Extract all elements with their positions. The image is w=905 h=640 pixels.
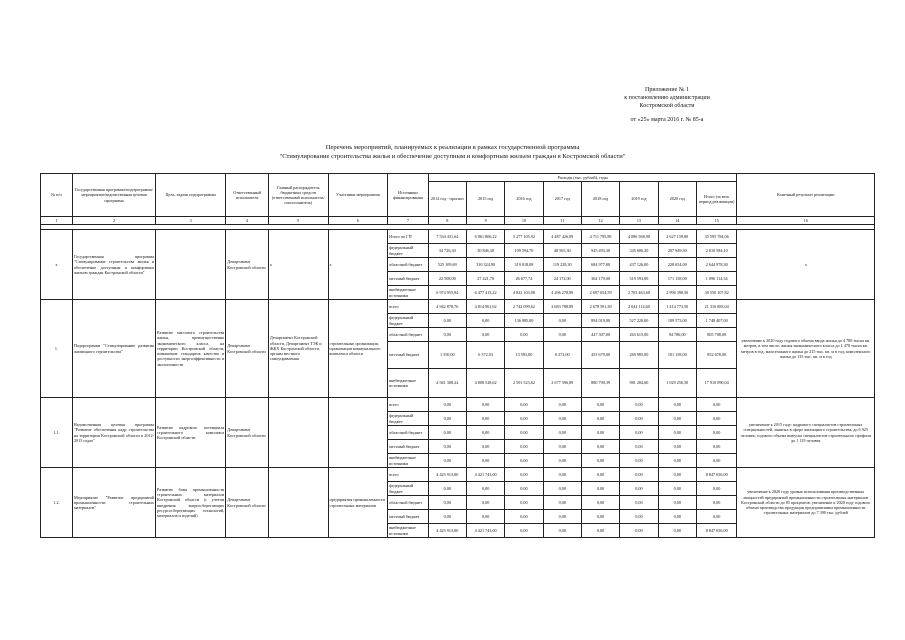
result-cell: х — [737, 230, 875, 300]
value-cell: 0,00 — [658, 454, 696, 468]
value-cell: 0,00 — [658, 524, 696, 538]
value-cell: 136 985,00 — [505, 314, 543, 328]
value-cell: 0,00 — [505, 398, 543, 412]
value-cell: 17 910 090,04 — [696, 369, 737, 398]
source-cell: местный бюджет — [388, 342, 428, 369]
value-cell: 0,00 — [428, 426, 466, 440]
column-numbers-row — [41, 217, 875, 225]
value-cell: 101 158,00 — [658, 342, 696, 369]
program-name: Подпрограмма "Стимулирование развития жилищного строительства" — [72, 300, 155, 398]
value-cell: 0,00 — [658, 496, 696, 510]
table-row — [41, 468, 875, 482]
value-cell: 0,00 — [505, 524, 543, 538]
value-cell: 525 109,69 — [428, 258, 466, 272]
program-name: Мероприятие "Развитие предприятий промышленности строительных материалов" — [72, 468, 155, 538]
value-cell: 945 493,30 — [581, 244, 619, 258]
column-number: 1 — [41, 217, 73, 225]
value-cell: 21 316 883,04 — [696, 300, 737, 314]
value-cell: 35 595 784,06 — [696, 230, 737, 244]
value-cell: 4 814 961,62 — [466, 300, 504, 314]
table-row — [41, 398, 875, 412]
source-cell: областной бюджет — [388, 258, 428, 272]
value-cell: 0,00 — [543, 496, 581, 510]
value-cell: 0,00 — [620, 412, 658, 426]
value-cell: 0,00 — [696, 412, 737, 426]
column-number: 13 — [620, 217, 658, 225]
value-cell: 684 977,00 — [581, 258, 619, 272]
value-cell: 26 677,74 — [505, 272, 543, 286]
value-cell: 0,00 — [428, 328, 466, 342]
column-number: 2 — [72, 217, 155, 225]
value-cell: 4 425 913,00 — [428, 468, 466, 482]
goal-cell: Развитие базы промышленности строительных материалов Костромской области (с учетом внедрения энергосберегающих ресурсосберегающих технологий, материалов и изделий) — [156, 468, 226, 538]
value-cell: 2 703 463,60 — [620, 286, 658, 300]
value-cell: 2 742 099,62 — [505, 300, 543, 314]
value-cell: 0,00 — [658, 482, 696, 496]
value-cell: 0,00 — [658, 510, 696, 524]
header-year: 2019 год — [620, 182, 658, 217]
value-cell: 805 708,00 — [696, 328, 737, 342]
column-number: 12 — [581, 217, 619, 225]
value-cell: 0,00 — [466, 314, 504, 328]
result-cell: увеличение к 2015 году: кадрового специалистов строительных специальностей, занятых в сфере жилищного строительства, до 6 925 человек; годового объема выпуска специалистов строительного профиля до 1 119 человек — [737, 398, 875, 468]
value-cell: 119 229,30 — [543, 258, 581, 272]
result-cell: увеличение к 2020 году годового объема ввода жилья до 4 780 тысяч кв. метров, в том числе: жилья экономического класса до 1 470 тысяч кв. метров в год; малоэтажного жилья до 215 тыс. кв. м в год; комплексного жилья до 135 тыс. кв. м в год — [737, 300, 875, 398]
value-cell: 0,00 — [543, 314, 581, 328]
value-cell: 2 677 396,89 — [543, 369, 581, 398]
value-cell: 171 158,00 — [658, 272, 696, 286]
value-cell: 2 678 591,39 — [581, 300, 619, 314]
value-cell: 4 941 308,24 — [428, 369, 466, 398]
value-cell: 0,00 — [581, 496, 619, 510]
value-cell: 0,00 — [543, 440, 581, 454]
header-gr: Главный распорядитель бюджетных средств (ответственный исполнитель/соисполнитель) — [268, 174, 328, 217]
row-num: 1.2. — [41, 468, 73, 538]
header-total: Итого (за весь период реализации) — [696, 182, 737, 217]
source-cell: всего — [388, 398, 428, 412]
value-cell: 4 425 913,00 — [428, 524, 466, 538]
value-cell: 30 846,30 — [466, 244, 504, 258]
value-cell: 0,00 — [620, 398, 658, 412]
value-cell: 1 029 256,50 — [658, 369, 696, 398]
value-cell: 0,00 — [428, 412, 466, 426]
value-cell: 0,00 — [543, 510, 581, 524]
participants-cell: предприятия промышленности строительных материалов — [328, 468, 388, 538]
value-cell: 0,00 — [466, 426, 504, 440]
value-cell: 207 949,30 — [658, 244, 696, 258]
value-cell: 0,00 — [543, 426, 581, 440]
column-number: 6 — [328, 217, 388, 225]
goal-cell: Развитие массового строительства жилья, преимущественно экономического класса, на территории Костромской области, повышение стандартов качества и доступности энергоэффективности и экологичности — [156, 300, 226, 398]
column-number: 15 — [696, 217, 737, 225]
title-line: Перечень мероприятий, планируемых к реализации в рамках государственной программы — [325, 144, 580, 151]
value-cell: 0,00 — [543, 468, 581, 482]
header-year: 2016 год — [505, 182, 543, 217]
value-cell: 228 654,00 — [658, 258, 696, 272]
value-cell: 6 372,03 — [466, 342, 504, 369]
source-cell: внебюджетные источники — [388, 454, 428, 468]
participants-cell: х — [328, 230, 388, 300]
value-cell: 437 126,00 — [620, 258, 658, 272]
value-cell: 310 324,90 — [466, 258, 504, 272]
gr-cell — [268, 468, 328, 538]
value-cell: 0,00 — [428, 496, 466, 510]
source-cell: федеральный бюджет — [388, 482, 428, 496]
value-cell: 0,00 — [428, 454, 466, 468]
value-cell: 4 711 795,89 — [581, 230, 619, 244]
value-cell: 2 683 788,89 — [543, 300, 581, 314]
value-cell: 345 606,20 — [620, 244, 658, 258]
header-result: Конечный результат реализации — [737, 174, 875, 217]
value-cell: 0,00 — [543, 412, 581, 426]
source-cell: всего — [388, 300, 428, 314]
source-cell: областной бюджет — [388, 496, 428, 510]
value-cell: 0,00 — [505, 412, 543, 426]
value-cell: 6 974 955,94 — [428, 286, 466, 300]
source-cell: Итого по ГП — [388, 230, 428, 244]
value-cell: 2 627 159,80 — [658, 230, 696, 244]
value-cell: 0,00 — [620, 496, 658, 510]
result-cell: увеличение к 2020 году уровня использования производственных мощностей предприятий промышленности строительных материалов Костромской области до 85 процентов; увеличение к 2020 году годового объема производства продукции предприятиями промышленности строительных материалов до 7 390 тыс. рублей — [737, 468, 875, 538]
value-cell: 22 508,00 — [428, 272, 466, 286]
value-cell: 0,00 — [505, 510, 543, 524]
value-cell: 1 414 773,50 — [658, 300, 696, 314]
table-row — [41, 230, 875, 244]
column-number: 11 — [543, 217, 581, 225]
value-cell: 0,00 — [696, 454, 737, 468]
source-cell: местный бюджет — [388, 510, 428, 524]
value-cell: 527 220,00 — [620, 314, 658, 328]
row-num: х — [41, 230, 73, 300]
value-cell: 0,00 — [620, 426, 658, 440]
source-cell: внебюджетные источники — [388, 369, 428, 398]
gr-cell — [268, 398, 328, 468]
value-cell: 0,00 — [696, 440, 737, 454]
value-cell: 0,00 — [543, 482, 581, 496]
header-executor: Ответственный исполнитель — [226, 174, 269, 217]
value-cell: 453 679,00 — [581, 342, 619, 369]
row-num: 1. — [41, 300, 73, 398]
column-number: 10 — [505, 217, 543, 225]
value-cell: 0,00 — [466, 496, 504, 510]
annex-line: к постановлению администрации — [624, 95, 710, 101]
value-cell: 0,00 — [581, 510, 619, 524]
source-cell: внебюджетные источники — [388, 524, 428, 538]
value-cell: 4 421 743,00 — [466, 524, 504, 538]
value-cell: 4 808 528,62 — [466, 369, 504, 398]
annex-date: от «25» марта 2016 г. № 85-а — [630, 117, 704, 123]
header-program: Государственная программа/подпрограмма/мероприятие/ведомственная целевая программа — [72, 174, 155, 217]
value-cell: 8 847 656,00 — [696, 524, 737, 538]
gr-cell: х — [268, 230, 328, 300]
value-cell: 0,00 — [505, 454, 543, 468]
value-cell: 1 748 407,00 — [696, 314, 737, 328]
value-cell: 0,00 — [543, 398, 581, 412]
value-cell: 0,00 — [428, 398, 466, 412]
value-cell: 0,00 — [428, 440, 466, 454]
program-name: Государственная программа "Стимулирование строительства жилья и обеспечение доступным и комфортным жильем граждан Костромской области" — [72, 230, 155, 300]
value-cell: 0,00 — [581, 440, 619, 454]
header-year: 2015 год — [466, 182, 504, 217]
value-cell: 4 086 568,90 — [620, 230, 658, 244]
value-cell: 0,00 — [466, 440, 504, 454]
value-cell: 4 487 426,09 — [543, 230, 581, 244]
value-cell: 319 593,00 — [620, 272, 658, 286]
header-expenses: Расходы (тыс. рублей), годы — [428, 174, 737, 182]
value-cell: 0,00 — [696, 398, 737, 412]
annex-line: Костромской области — [639, 103, 695, 109]
value-cell: 0,00 — [620, 454, 658, 468]
header-year: 2017 год — [543, 182, 581, 217]
value-cell: 0,00 — [581, 398, 619, 412]
executor-cell: Департамент Костромской области — [226, 468, 269, 538]
value-cell: 0,00 — [620, 468, 658, 482]
value-cell: 0,00 — [505, 440, 543, 454]
value-cell: 0,00 — [505, 328, 543, 342]
document-title — [0, 143, 905, 161]
value-cell: 0,00 — [543, 454, 581, 468]
gr-cell: Департамент Костромской области, Департамент ТЭК и ЖКХ Костромской области, органы местного самоуправления — [268, 300, 328, 398]
goal-cell — [156, 230, 226, 300]
value-cell: 1 096 114,34 — [696, 272, 737, 286]
value-cell: 880 790,39 — [581, 369, 619, 398]
value-cell: 0,00 — [696, 482, 737, 496]
value-cell: 4 421 743,00 — [466, 468, 504, 482]
value-cell: 0,00 — [658, 468, 696, 482]
value-cell: 0,00 — [620, 524, 658, 538]
executor-cell: Департамент Костромской области — [226, 230, 269, 300]
value-cell: 0,00 — [658, 440, 696, 454]
source-cell: федеральный бюджет — [388, 244, 428, 258]
value-cell: 0,00 — [505, 482, 543, 496]
value-cell: 94 786,00 — [658, 328, 696, 342]
value-cell: 852 678,00 — [696, 342, 737, 369]
value-cell: 6 477 413,22 — [466, 286, 504, 300]
value-cell: 7 534 431,64 — [428, 230, 466, 244]
source-cell: федеральный бюджет — [388, 314, 428, 328]
column-number: 16 — [737, 217, 875, 225]
value-cell: 13 583,00 — [505, 342, 543, 369]
value-cell: 2 042 114,60 — [620, 300, 658, 314]
annex-block — [607, 86, 727, 124]
value-cell: 0,00 — [696, 426, 737, 440]
value-cell: 0,00 — [620, 510, 658, 524]
value-cell: 2 996 398,50 — [658, 286, 696, 300]
value-cell: 364 179,00 — [581, 272, 619, 286]
value-cell: 0,00 — [581, 454, 619, 468]
value-cell: 0,00 — [505, 468, 543, 482]
goal-cell: Развитие кадрового потенциала строительного комплекса Костромской области — [156, 398, 226, 468]
value-cell: 0,00 — [466, 398, 504, 412]
value-cell: 894 019,00 — [581, 314, 619, 328]
column-number: 3 — [156, 217, 226, 225]
value-cell: 0,00 — [581, 426, 619, 440]
value-cell: 2 591 523,62 — [505, 369, 543, 398]
value-cell: 0,00 — [658, 412, 696, 426]
column-number: 8 — [428, 217, 466, 225]
value-cell: 109 594,70 — [505, 244, 543, 258]
source-cell: федеральный бюджет — [388, 412, 428, 426]
annex-line: Приложение № 1 — [645, 87, 689, 93]
value-cell: 2 644 978,30 — [696, 258, 737, 272]
value-cell: 0,00 — [428, 314, 466, 328]
header-participants: Участники мероприятия — [328, 174, 388, 217]
value-cell: 0,00 — [466, 510, 504, 524]
header-year: 2014 год - прогноз — [428, 182, 466, 217]
column-number: 9 — [466, 217, 504, 225]
value-cell: 0,00 — [581, 468, 619, 482]
program-name: Ведомственная целевая программа "Развитие обеспечения кадр строительства на территории Костромской области в 2012-2015 годах" — [72, 398, 155, 468]
value-cell: 269 985,00 — [620, 342, 658, 369]
value-cell: 0,00 — [581, 524, 619, 538]
header-year: 2018 год — [581, 182, 619, 217]
value-cell: 0,00 — [505, 426, 543, 440]
value-cell: 0,00 — [428, 510, 466, 524]
value-cell: 0,00 — [466, 482, 504, 496]
value-cell: 8 847 656,00 — [696, 468, 737, 482]
value-cell: 6 861 806,22 — [466, 230, 504, 244]
value-cell: 0,00 — [581, 482, 619, 496]
value-cell: 6 372,00 — [543, 342, 581, 369]
value-cell: 30 550 107,82 — [696, 286, 737, 300]
value-cell: 4 296 278,89 — [543, 286, 581, 300]
participants-cell — [328, 398, 388, 468]
value-cell: 0,00 — [466, 328, 504, 342]
source-cell: областной бюджет — [388, 328, 428, 342]
value-cell: 2 697 054,59 — [581, 286, 619, 300]
value-cell: 0,00 — [658, 398, 696, 412]
value-cell: 34 726,30 — [428, 244, 466, 258]
header-num: № п/п — [41, 174, 73, 217]
value-cell: 24 172,00 — [543, 272, 581, 286]
value-cell: 0,00 — [620, 440, 658, 454]
value-cell: 0,00 — [581, 412, 619, 426]
column-number: 5 — [268, 217, 328, 225]
header-year: 2020 год — [658, 182, 696, 217]
source-cell: местный бюджет — [388, 440, 428, 454]
value-cell: 27 421,70 — [466, 272, 504, 286]
value-cell: 0,00 — [620, 482, 658, 496]
value-cell: 0,00 — [543, 328, 581, 342]
value-cell: 319 018,08 — [505, 258, 543, 272]
value-cell: 0,00 — [658, 426, 696, 440]
column-number: 4 — [226, 217, 269, 225]
header-source: Источники финансирования — [388, 174, 428, 217]
value-cell: 447 307,00 — [581, 328, 619, 342]
value-cell: 189 573,00 — [658, 314, 696, 328]
value-cell: 0,00 — [696, 496, 737, 510]
title-line: "Стимулирование строительства жилья и обеспечение доступным и комфортным жильем граждан в Костромской области" — [279, 153, 626, 160]
column-number: 14 — [658, 217, 696, 225]
value-cell: 0,00 — [505, 496, 543, 510]
executor-cell: Департамент Костромской области — [226, 398, 269, 468]
value-cell: 0,00 — [543, 524, 581, 538]
value-cell: 0,00 — [428, 482, 466, 496]
value-cell: 0,00 — [466, 412, 504, 426]
executor-cell: Департамент Костромской области — [226, 300, 269, 398]
value-cell: 5 277 105,92 — [505, 230, 543, 244]
source-cell: всего — [388, 468, 428, 482]
header-goal: Цель, задачи подпрограммы — [156, 174, 226, 217]
row-num: 1.1. — [41, 398, 73, 468]
value-cell: 2 010 584,10 — [696, 244, 737, 258]
table-row — [41, 300, 875, 314]
source-cell: местный бюджет — [388, 272, 428, 286]
source-cell: внебюджетные источники — [388, 286, 428, 300]
value-cell: 0,00 — [696, 510, 737, 524]
value-cell: 981 284,60 — [620, 369, 658, 398]
column-number: 7 — [388, 217, 428, 225]
value-cell: 0,00 — [466, 454, 504, 468]
value-cell: 4 822 103,08 — [505, 286, 543, 300]
value-cell: 263 615,00 — [620, 328, 658, 342]
value-cell: 4 942 878,76 — [428, 300, 466, 314]
participants-cell: строительные организации, организации коммунального комплекса области — [328, 300, 388, 398]
measures-table — [40, 173, 875, 538]
source-cell: областной бюджет — [388, 426, 428, 440]
value-cell: 1 550,00 — [428, 342, 466, 369]
value-cell: 48 565,30 — [543, 244, 581, 258]
